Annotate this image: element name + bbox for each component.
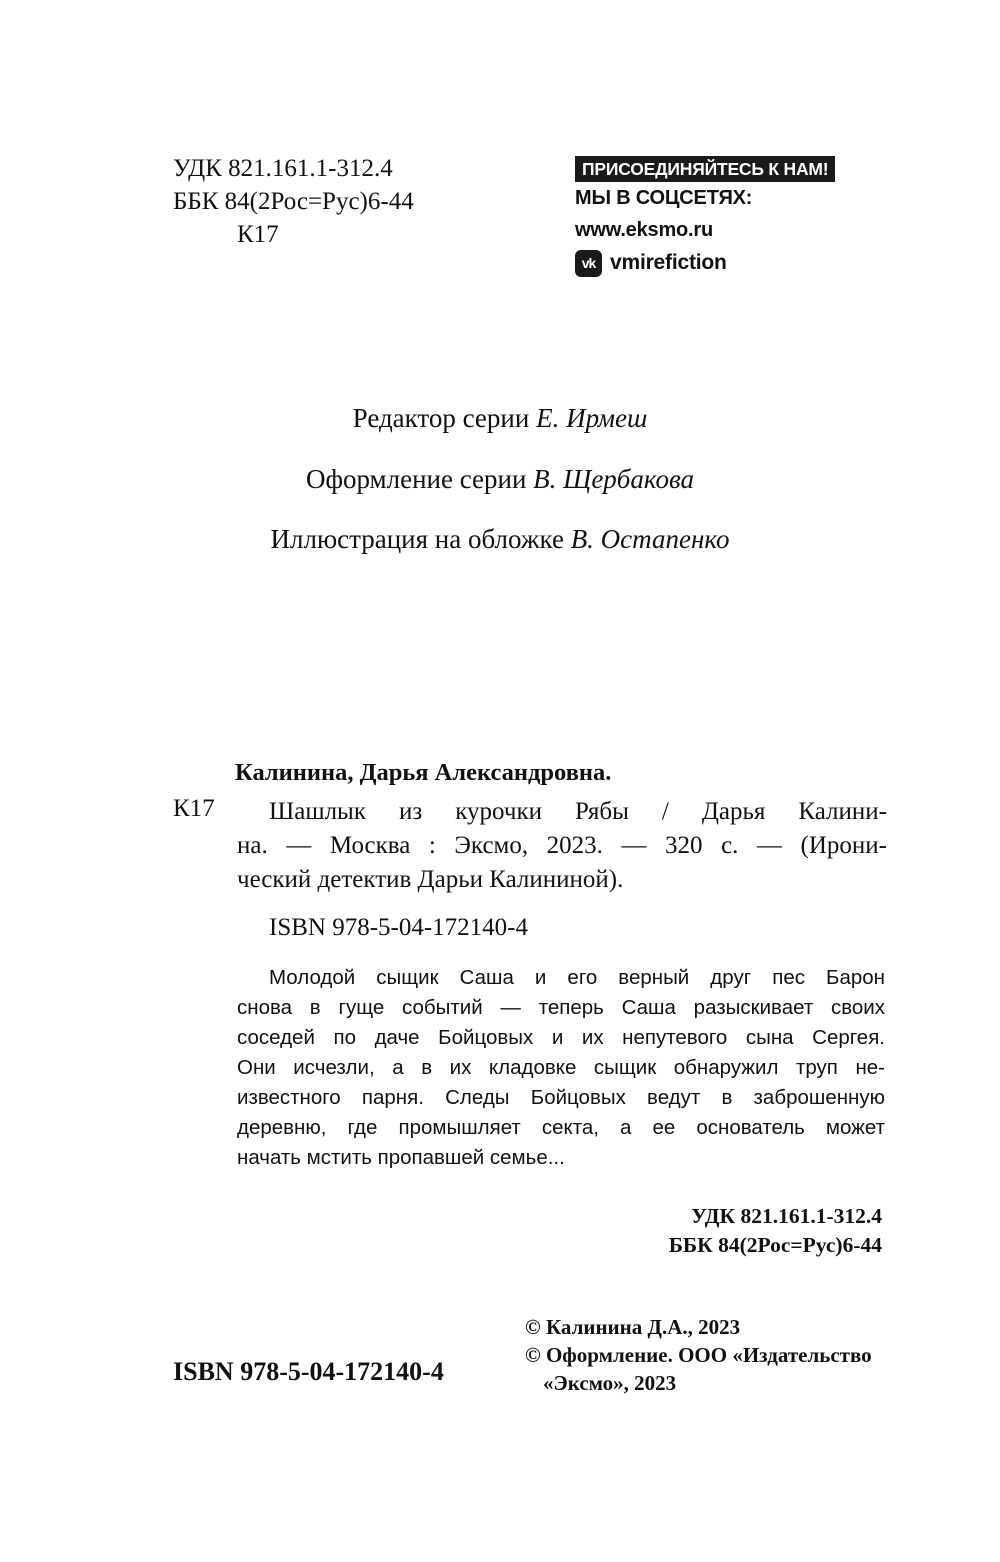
cover-illustration-label: Иллюстрация на обложке	[270, 524, 564, 554]
copyright-line: «Эксмо», 2023	[543, 1371, 677, 1395]
copyright-line: © Оформление. ООО «Издательство	[525, 1343, 872, 1367]
classification-top	[173, 152, 414, 251]
annotation-line: известного парня. Следы Бойцовых ведут в заброшенную	[237, 1086, 885, 1109]
copyright-line: © Калинина Д.А., 2023	[525, 1315, 741, 1339]
description-line: на. — Москва : Эксмо, 2023. — 320 с. — (Ирони-	[237, 832, 887, 859]
annotation-line: Они исчезли, а в их кладовке сыщик обнаружил труп не-	[237, 1056, 885, 1079]
series-editor-label: Редактор серии	[352, 403, 530, 433]
vk-icon: vk	[575, 250, 602, 277]
bibliography-author: Калинина, Дарья Александровна.	[235, 759, 612, 786]
bibliography-isbn: ISBN 978-5-04-172140-4	[269, 914, 529, 941]
classification-bottom	[669, 1202, 882, 1260]
bibliography-description	[237, 795, 887, 897]
vk-link[interactable]	[575, 246, 835, 280]
cover-illustration-credit	[0, 524, 1000, 555]
udk-code: УДК 821.161.1-312.4	[173, 155, 393, 182]
series-editor-credit	[0, 403, 1000, 434]
annotation-line: Молодой сыщик Саша и его верный друг пес Барон	[269, 966, 885, 989]
vk-handle: vmirefiction	[610, 251, 727, 274]
author-mark: К17	[237, 221, 279, 248]
annotation-line: соседей по даче Бойцовых и их непутевого сына Сергея.	[237, 1026, 885, 1049]
website-link[interactable]: www.eksmo.ru	[575, 219, 714, 241]
series-editor-name: Е. Ирмеш	[536, 403, 648, 433]
join-banner: ПРИСОЕДИНЯЙТЕСЬ К НАМ!	[575, 156, 835, 182]
annotation	[237, 963, 885, 1173]
annotation-line: снова в гуще событий — теперь Саша разыскивает своих	[237, 996, 885, 1019]
series-design-credit	[0, 464, 1000, 495]
cover-illustration-name: В. Остапенко	[570, 524, 730, 554]
bbk-code: ББК 84(2Рос=Рус)6-44	[173, 188, 414, 215]
udk-code-bottom: УДК 821.161.1-312.4	[691, 1204, 882, 1228]
series-design-label: Оформление серии	[305, 464, 527, 494]
description-line: Шашлык из курочки Рябы / Дарья Калини-	[269, 798, 887, 825]
description-line: ческий детектив Дарьи Калининой).	[237, 866, 624, 893]
isbn-main: ISBN 978-5-04-172140-4	[173, 1357, 444, 1386]
copyright-block	[525, 1313, 872, 1397]
social-block	[575, 156, 835, 280]
bbk-code-bottom: ББК 84(2Рос=Рус)6-44	[668, 1233, 882, 1257]
series-design-name: В. Щербакова	[533, 464, 695, 494]
social-heading: МЫ В СОЦСЕТЯХ:	[575, 187, 753, 209]
annotation-line: начать мстить пропавшей семье...	[237, 1146, 565, 1169]
bibliography-author-mark: К17	[173, 795, 215, 822]
annotation-line: деревню, где промышляет секта, а ее основатель может	[237, 1116, 885, 1139]
